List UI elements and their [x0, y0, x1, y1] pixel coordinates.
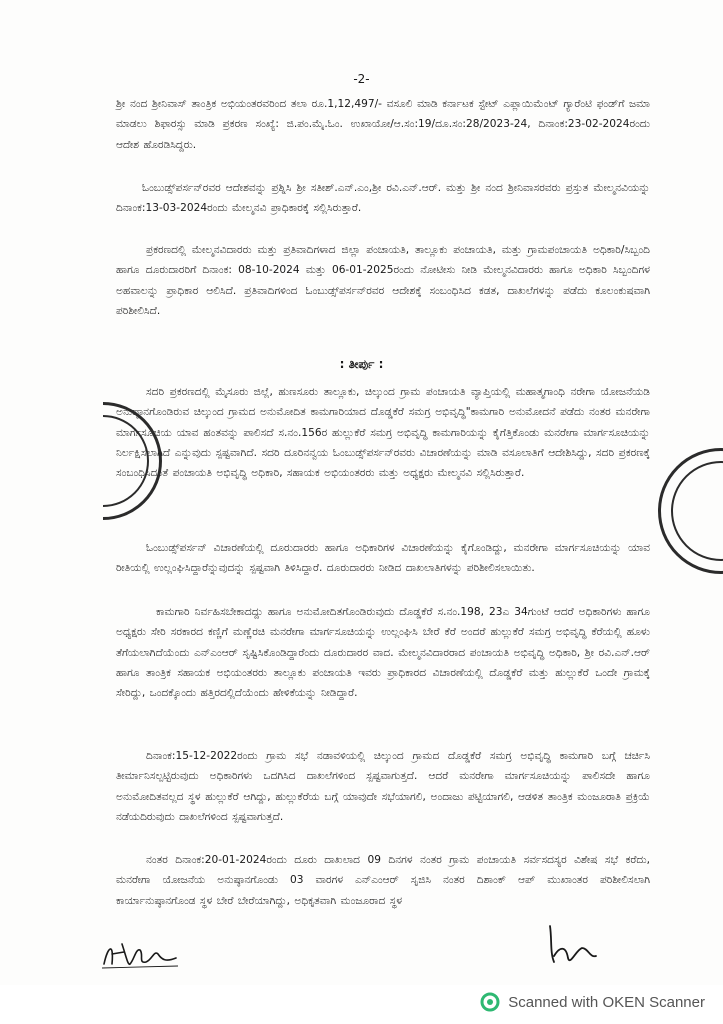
scanner-logo-icon [480, 992, 500, 1012]
page-number: -2- [353, 72, 370, 86]
paragraph-6: ಕಾಮಗಾರಿ ನಿರ್ವಹಿಸಬೇಕಾದದ್ದು ಹಾಗೂ ಅನುಮೋದಿತಗೊಂಡಿರುವುದು ದೊಡ್ಡಕೆರೆ ಸ.ನಂ.198, 23ಎ 34ಗುಂಟೆ ಆದರೆ ಅಧಿಕಾರಿಗಳು ಹಾಗೂ ಅಧ್ಯಕ್ಷರು ಸೇರಿ ಸರಕಾರದ ಕಣ್ಣಿಗೆ ಮಣ್ಣೆರಚಿ ಮನರೇಗಾ ಮಾರ್ಗಸೂಚಿಯನ್ನು ಉಲ್ಲಂಘಿಸಿ ಬೇರೆ ಕೆರೆ ಅಂದರೆ ಹುಲ್ಲುಕೆರೆ ಸಮಗ್ರ ಅಭಿವೃದ್ಧಿ ಕೆರೆಯಲ್ಲಿ ಹೂಳು ತೆಗೆಯಲಾಗಿದೆಯೆಂದು ಎನ್‌ಎಂಆರ್ ಸೃಷ್ಟಿಸಿಕೊಂಡಿದ್ದಾರೆಂದು ದೂರುದಾರರ ವಾದ. ಮೇಲ್ಮನವಿದಾರರಾದ ಪಂಚಾಯತಿ ಅಭಿವೃದ್ಧಿ ಅಧಿಕಾರಿ, ಶ್ರೀ ರವಿ.ಎನ್.ಆರ್ ಹಾಗೂ ತಾಂತ್ರಿಕ ಸಹಾಯಕ ಅಭಿಯಂತರರು ತಾಲ್ಲೂಕು ಪಂಚಾಯತಿ ಇವರು ಪ್ರಾಧಿಕಾರದ ವಿಚಾರಣೆಯಲ್ಲಿ ದೊಡ್ಡಕೆರೆ ಮತ್ತು ಹುಲ್ಲುಕೆರೆ ಒಂದೇ ಗ್ರಾಮಕ್ಕೆ ಸೇರಿದ್ದು, ಒಂದಕ್ಕೊಂದು ಹತ್ತಿರದಲ್ಲಿದೆಯೆಂದು ಹೇಳಿಕೆಯನ್ನು ನೀಡಿದ್ದಾರೆ. [116, 606, 650, 700]
paragraph-7: ದಿನಾಂಕ:15-12-2022ರಂದು ಗ್ರಾಮ ಸಭೆ ನಡಾವಳಿಯಲ್ಲಿ ಚಿಲ್ಕುಂದ ಗ್ರಾಮದ ದೊಡ್ಡಕೆರೆ ಸಮಗ್ರ ಅಭಿವೃದ್ಧಿ ಕಾಮಗಾರಿ ಬಗ್ಗೆ ಚರ್ಚಿಸಿ ತೀರ್ಮಾನಿಸಲ್ಪಟ್ಟಿರುವುದು ಅಧಿಕಾರಿಗಳು ಒದಗಿಸಿದ ದಾಖಲೆಗಳಿಂದ ಸ್ಪಷ್ಟವಾಗುತ್ತದೆ. ಆದರೆ ಮನರೇಗಾ ಮಾರ್ಗಸೂಚಿಯನ್ನು ಪಾಲಿಸದೇ ಹಾಗೂ ಅನುಮೋದಿತವಲ್ಲದ ಸ್ಥಳ ಹುಲ್ಲುಕೆರೆ ಆಗಿದ್ದು, ಹುಲ್ಲುಕೆರೆಯ ಬಗ್ಗೆ ಯಾವುದೇ ಸಭೆಯಾಗಲಿ, ಅಂದಾಜು ಪಟ್ಟಿಯಾಗಲಿ, ಆಡಳಿತ ತಾಂತ್ರಿಕ ಮಂಜೂರಾತಿ ಪ್ರಕ್ರಿಯೆ ನಡೆಯದಿರುವುದು ದಾಖಲೆಗಳಿಂದ ಸ್ಪಷ್ಟವಾಗುತ್ತದೆ. [116, 750, 650, 823]
official-seal-left [44, 402, 162, 520]
section-heading: : ತೀರ್ಪು : [339, 357, 384, 371]
paragraph-8: ನಂತರ ದಿನಾಂಕ:20-01-2024ರಂದು ದೂರು ದಾಖಲಾದ 09 ದಿನಗಳ ನಂತರ ಗ್ರಾಮ ಪಂಚಾಯತಿ ಸರ್ವಸದಸ್ಯರ ವಿಶೇಷ ಸಭೆ ಕರೆದು, ಮನರೇಗಾ ಯೋಜನೆಯ ಅನುಷ್ಠಾನಗೊಂಡು 03 ವಾರಗಳ ಎನ್‌ಎಂಆರ್ ಸೃಜಿಸಿ ನಂತರ ದಿಶಾಂಕ್ ಆಪ್ ಮುಖಾಂತರ ಪರಿಶೀಲಿಸಲಾಗಿ ಕಾರ್ಯಾನುಷ್ಠಾನಗೊಂಡ ಸ್ಥಳ ಬೇರೆ ಬೇರೆಯಾಗಿದ್ದು, ಅಧಿಕೃತವಾಗಿ ಮಂಜೂರಾದ ಸ್ಥಳ [116, 854, 650, 907]
official-seal-right [658, 448, 723, 574]
paragraph-4: ಸದರಿ ಪ್ರಕರಣದಲ್ಲಿ ಮೈಸೂರು ಜಿಲ್ಲೆ, ಹುಣಸೂರು ತಾಲ್ಲೂಕು, ಚಿಲ್ಕುಂದ ಗ್ರಾಮ ಪಂಚಾಯತಿ ವ್ಯಾಪ್ತಿಯಲ್ಲಿ ಮಹಾತ್ಮಗಾಂಧಿ ನರೇಗಾ ಯೋಜನೆಯಡಿ ಅನುಷ್ಠಾನಗೊಂಡಿರುವ ಚಿಲ್ಕುಂದ ಗ್ರಾಮದ ಅನುಮೋದಿತ ಕಾಮಗಾರಿಯಾದ ದೊಡ್ಡಕೆರೆ ಸಮಗ್ರ ಅಭಿವೃದ್ಧಿ"ಕಾಮಗಾರಿ ಅನುಮೋದನೆ ಪಡೆದು ನಂತರ ಮನರೇಗಾ ಮಾರ್ಗಸೂಚಿಯ ಯಾವ ಹಂತವನ್ನು ಪಾಲಿಸದೆ ಸ.ನಂ.156ರ ಹುಲ್ಲುಕೆರೆ ಸಮಗ್ರ ಅಭಿವೃದ್ಧಿ ಕಾಮಗಾರಿಯನ್ನು ಕೈಗೆತ್ತಿಕೊಂಡು ಮನರೇಗಾ ಮಾರ್ಗಸೂಚಿಯನ್ನು ನಿರ್ಲಕ್ಷಿಸಲಾಗಿದೆ ಎನ್ನುವುದು ಸ್ಪಷ್ಟವಾಗಿದೆ. ಸದರಿ ದೂರಿನನ್ವಯ ಓಂಬುಡ್ಸ್‌ಪರ್ಸನ್‌ರವರು ವಿಚಾರಣೆಯನ್ನು ಮಾಡಿ ವಸೂಲಾತಿಗೆ ಆದೇಶಿಸಿದ್ದು, ಸದರಿ ಪ್ರಕರಣಕ್ಕೆ ಸಂಬಂಧಿಸಿದಂತೆ ಪಂಚಾಯತಿ ಅಭಿವೃದ್ಧಿ ಅಧಿಕಾರಿ, ಸಹಾಯಕ ಅಭಿಯಂತರರು ಮತ್ತು ಅಧ್ಯಕ್ಷರು ಮೇಲ್ಮನವಿ ಸಲ್ಲಿಸಿರುತ್ತಾರೆ. [116, 386, 650, 480]
paragraph-5: ಓಂಬುಡ್ಸ್‌ಪರ್ಸನ್ ವಿಚಾರಣೆಯಲ್ಲಿ ದೂರುದಾರರು ಹಾಗೂ ಅಧಿಕಾರಿಗಳ ವಿಚಾರಣೆಯನ್ನು ಕೈಗೊಂಡಿದ್ದು, ಮನರೇಗಾ ಮಾರ್ಗಸೂಚಿಯನ್ನು ಯಾವ ರೀತಿಯಲ್ಲಿ ಉಲ್ಲಂಘಿಸಿದ್ದಾರೆನ್ನುವುದನ್ನು ಸ್ಪಷ್ಟವಾಗಿ ತಿಳಿಸಿದ್ದಾರೆ. ದೂರುದಾರರು ನೀಡಿದ ದಾಖಲಾತಿಗಳನ್ನು ಪರಿಶೀಲಿಸಲಾಯಿತು. [116, 542, 650, 575]
paragraph-1: ಶ್ರೀ ನಂದ ಶ್ರೀನಿವಾಸ್ ತಾಂತ್ರಿಕ ಅಭಿಯಂತರವರಿಂದ ತಲಾ ರೂ.1,12,497/- ವಸೂಲಿ ಮಾಡಿ ಕರ್ನಾಟಕ ಸ್ಟೇಟ್ ಎಪ್ಲಾಯಿಮೆಂಟ್ ಗ್ಯಾರೆಂಟಿ ಫಂಡ್‌ಗೆ ಜಮಾ ಮಾಡಲು ಶಿಫಾರಸ್ಸು ಮಾಡಿ ಪ್ರಕರಣ ಸಂಖ್ಯೆ: ಜಿ.ಪಂ.ಮೈ.ಓಂ. ಉಖಾಯೋ/ಆ.ಸಂ:19/ದೂ.ಸಂ:28/2023-24, ದಿನಾಂಕ:23-02-2024ರಂದು ಆದೇಶ ಹೊರಡಿಸಿದ್ದರು. [116, 98, 650, 151]
signature-right [540, 922, 620, 968]
signature-left [100, 936, 180, 972]
paragraph-2: ಓಂಬುಡ್ಸ್‌ಪರ್ಸನ್‌ರವರ ಆದೇಶವನ್ನು ಪ್ರಶ್ನಿಸಿ ಶ್ರೀ ಸತೀಶ್.ಎನ್.ಎಂ,ಶ್ರೀ ರವಿ.ಎನ್.ಆರ್. ಮತ್ತು ಶ್ರೀ ನಂದ ಶ್ರೀನಿವಾಸರವರು ಪ್ರಸ್ತುತ ಮೇಲ್ಮನವಿಯನ್ನು ದಿನಾಂಕ:13-03-2024ರಂದು ಮೇಲ್ಮನವಿ ಪ್ರಾಧಿಕಾರಕ್ಕೆ ಸಲ್ಲಿಸಿರುತ್ತಾರೆ. [116, 182, 650, 215]
scanner-watermark [480, 992, 705, 1012]
paragraph-3: ಪ್ರಕರಣದಲ್ಲಿ ಮೇಲ್ಮನವಿದಾರರು ಮತ್ತು ಪ್ರತಿವಾದಿಗಳಾದ ಜಿಲ್ಲಾ ಪಂಚಾಯತಿ, ತಾಲ್ಲೂಕು ಪಂಚಾಯತಿ, ಮತ್ತು ಗ್ರಾಮಪಂಚಾಯತಿ ಅಧಿಕಾರಿ/ಸಿಬ್ಬಂದಿ ಹಾಗೂ ದೂರುದಾರರಿಗೆ ದಿನಾಂಕ: 08-10-2024 ಮತ್ತು 06-01-2025ರಂದು ನೋಟೀಸು ನೀಡಿ ಮೇಲ್ಮನವಿದಾರರು ಹಾಗೂ ಅಧಿಕಾರಿ ಸಿಬ್ಬಂದಿಗಳ ಅಹವಾಲನ್ನು ಪ್ರಾಧಿಕಾರ ಆಲಿಸಿದೆ. ಪ್ರತಿವಾದಿಗಳಿಂದ ಓಂಬುಡ್ಸ್‌ಪರ್ಸನ್‌ರವರ ಆದೇಶಕ್ಕೆ ಸಂಬಂಧಿಸಿದ ಕಡತ, ದಾಖಲೆಗಳನ್ನು ಪಡೆದು ಕೂಲಂಕುಷವಾಗಿ ಪರಿಶೀಲಿಸಿದೆ. [116, 244, 650, 317]
scanner-label: Scanned with OKEN Scanner [508, 993, 705, 1011]
